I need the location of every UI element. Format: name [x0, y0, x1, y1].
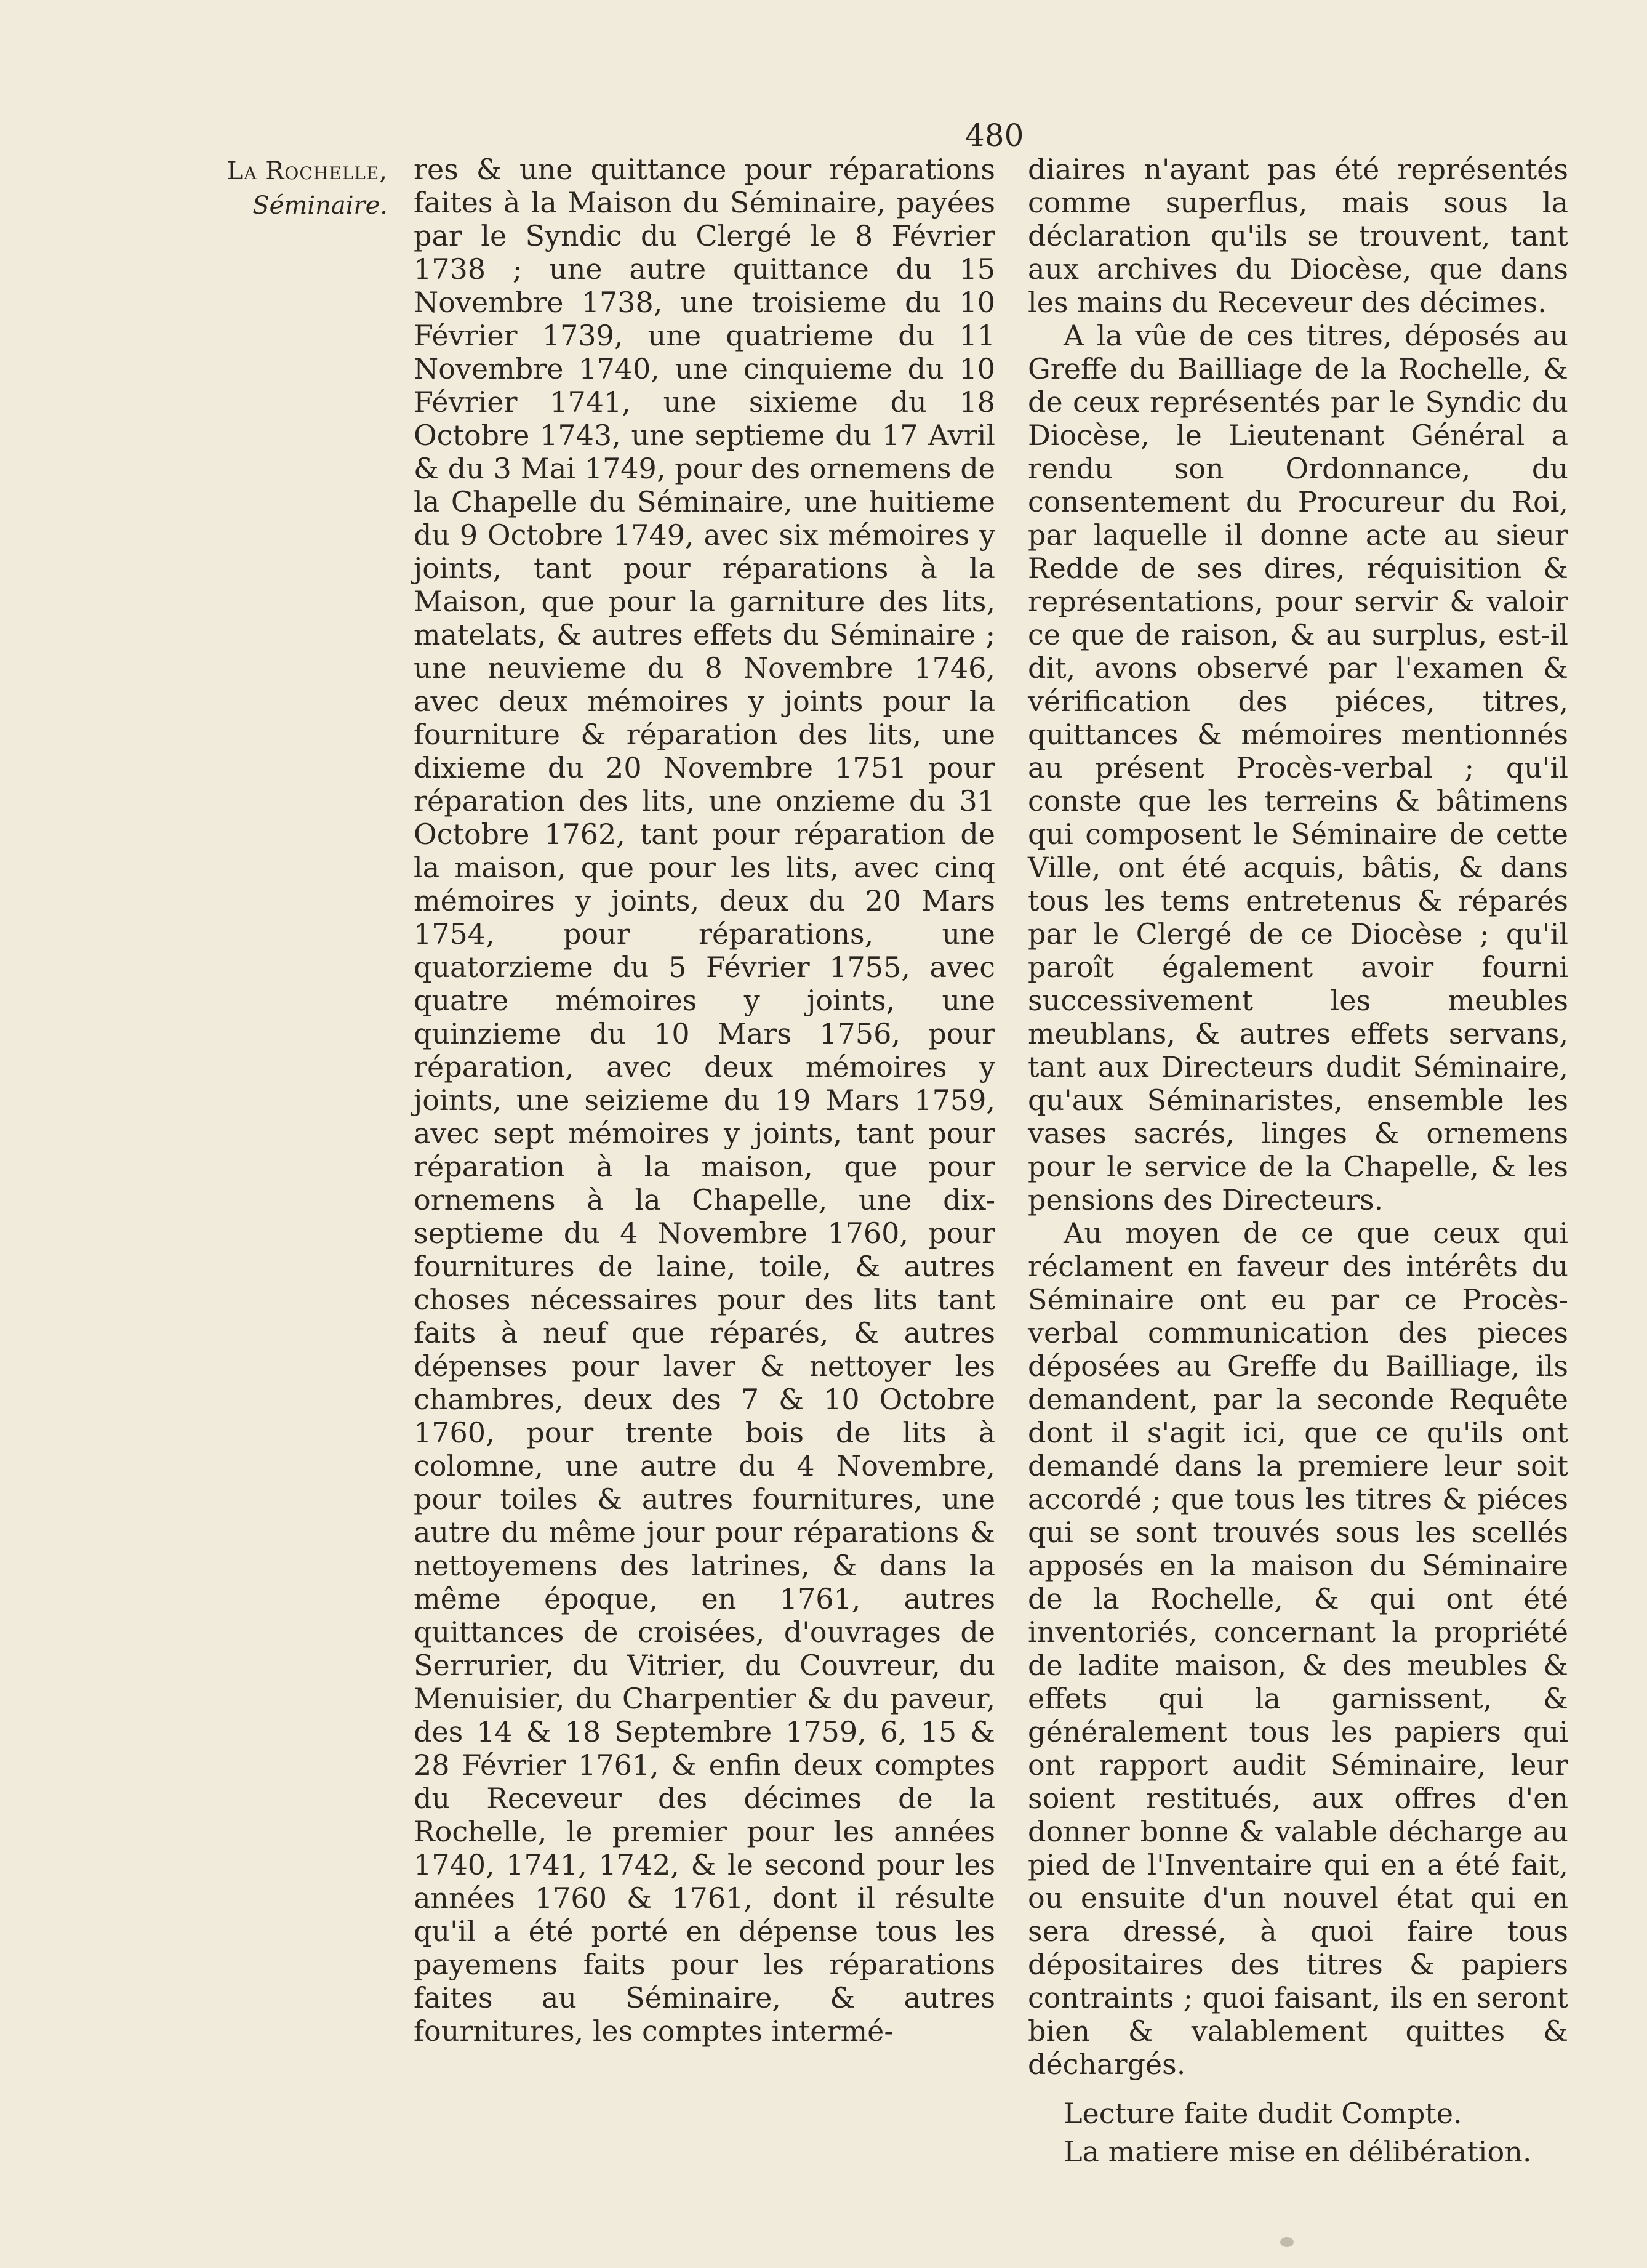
margin-note-subject: Séminaire. — [252, 191, 388, 220]
paper-stain — [1280, 2237, 1294, 2247]
closing-line-1: Lecture faite dudit Compte. — [1064, 2097, 1462, 2130]
right-column — [1028, 153, 1568, 2168]
left-column-text: res & une quittance pour réparations faites à la Maison du Séminaire, payées par le Syndic du Clergé le 8 Février 1738 ; une autre quittance du 15 Novembre 1738, une troisieme du 10 Février 1739, une quatrieme du 11 Novembre 1740, une cinquieme du 10 Février 1741, une sixieme du 18 Octobre 1743, une septieme du 17 Avril & du 3 Mai 1749, pour des ornemens de la Chapelle du Séminaire, une huitieme du 9 Octobre 1749, avec six mémoires y joints, tant pour réparations à la Maison, que pour la garniture des lits, matelats, & autres effets du Séminaire ; une neuvieme du 8 Novembre 1746, avec deux mémoires y joints pour la fourniture & réparation des lits, une dixieme du 20 Novembre 1751 pour réparation des lits, une onzieme du 31 Octobre 1762, tant pour réparation de la maison, que pour les lits, avec cinq mémoires y joints, deux du 20 Mars 1754, pour réparations, une quatorzieme du 5 Février 1755, avec quatre mémoires y joints, une quinzieme du 10 Mars 1756, pour réparation, avec deux mémoires y joints, une seizieme du 19 Mars 1759, avec sept mémoires y joints, tant pour réparation à la maison, que pour ornemens à la Chapelle, une dix-septieme du 4 Novembre 1760, pour fournitures de laine, toile, & autres choses nécessaires pour des lits tant faits à neuf que réparés, & autres dépenses pour laver & nettoyer les chambres, deux des 7 & 10 Octobre 1760, pour trente bois de lits à colomne, une autre du 4 Novembre, pour toiles & autres fournitures, une autre du même jour pour réparations & nettoyemens des latrines, & dans la même époque, en 1761, autres quittances de croisées, d'ouvrages de Serrurier, du Vitrier, du Couvreur, du Menuisier, du Charpentier & du paveur, des 14 & 18 Septembre 1759, 6, 15 & 28 Février 1761, & enfin deux comptes du Receveur des décimes de la Rochelle, le premier pour les années 1740, 1741, 1742, & le second pour les années 1760 & 1761, dont il résulte qu'il a été porté en dépense tous les payemens faits pour les réparations faites au Séminaire, & autres fournitures, les comptes intermé- — [414, 153, 995, 2048]
margin-note — [203, 154, 388, 223]
left-column — [414, 153, 995, 2048]
page-number: 480 — [965, 118, 1024, 153]
margin-note-place: La Rochelle, — [226, 157, 388, 185]
right-paragraph-2: A la vûe de ces titres, déposés au Greffe du Bailliage de la Rochelle, & de ceux représentés par le Syndic du Diocèse, le Lieutenant Général a rendu son Ordonnance, du consentement du Procureur du Roi, par laquelle il donne acte au sieur Redde de ses dires, réquisition & représentations, pour servir & valoir ce que de raison, & au surplus, est-il dit, avons observé par l'examen & vérification des piéces, titres, quittances & mémoires mentionnés au présent Procès-verbal ; qu'il conste que les terreins & bâtimens qui composent le Séminaire de cette Ville, ont été acquis, bâtis, & dans tous les tems entretenus & réparés par le Clergé de ce Diocèse ; qu'il paroît également avoir fourni successivement les meubles meublans, & autres effets servans, tant aux Directeurs dudit Séminaire, qu'aux Séminaristes, ensemble les vases sacrés, linges & ornemens pour le service de la Chapelle, & les pensions des Directeurs. — [1028, 319, 1568, 1216]
closing-line-2: La matiere mise en délibération. — [1064, 2135, 1532, 2168]
right-paragraph-1: diaires n'ayant pas été représentés comme superflus, mais sous la déclaration qu'ils se trouvent, tant aux archives du Diocèse, que dans les mains du Receveur des décimes. — [1028, 153, 1568, 319]
right-paragraph-3: Au moyen de ce que ceux qui réclament en faveur des intérêts du Séminaire ont eu par ce Procès-verbal communication des pieces déposées au Greffe du Bailliage, ils demandent, par la seconde Requête dont il s'agit ici, que ce qu'ils ont demandé dans la premiere leur soit accordé ; que tous les titres & piéces qui se sont trouvés sous les scellés apposés en la maison du Séminaire de la Rochelle, & qui ont été inventoriés, concernant la propriété de ladite maison, & des meubles & effets qui la garnissent, & généralement tous les papiers qui ont rapport audit Séminaire, leur soient restitués, aux offres d'en donner bonne & valable décharge au pied de l'Inventaire qui en a été fait, ou ensuite d'un nouvel état qui en sera dressé, à quoi faire tous dépositaires des titres & papiers contraints ; quoi faisant, ils en seront bien & valablement quittes & déchargés. — [1028, 1216, 1568, 2081]
